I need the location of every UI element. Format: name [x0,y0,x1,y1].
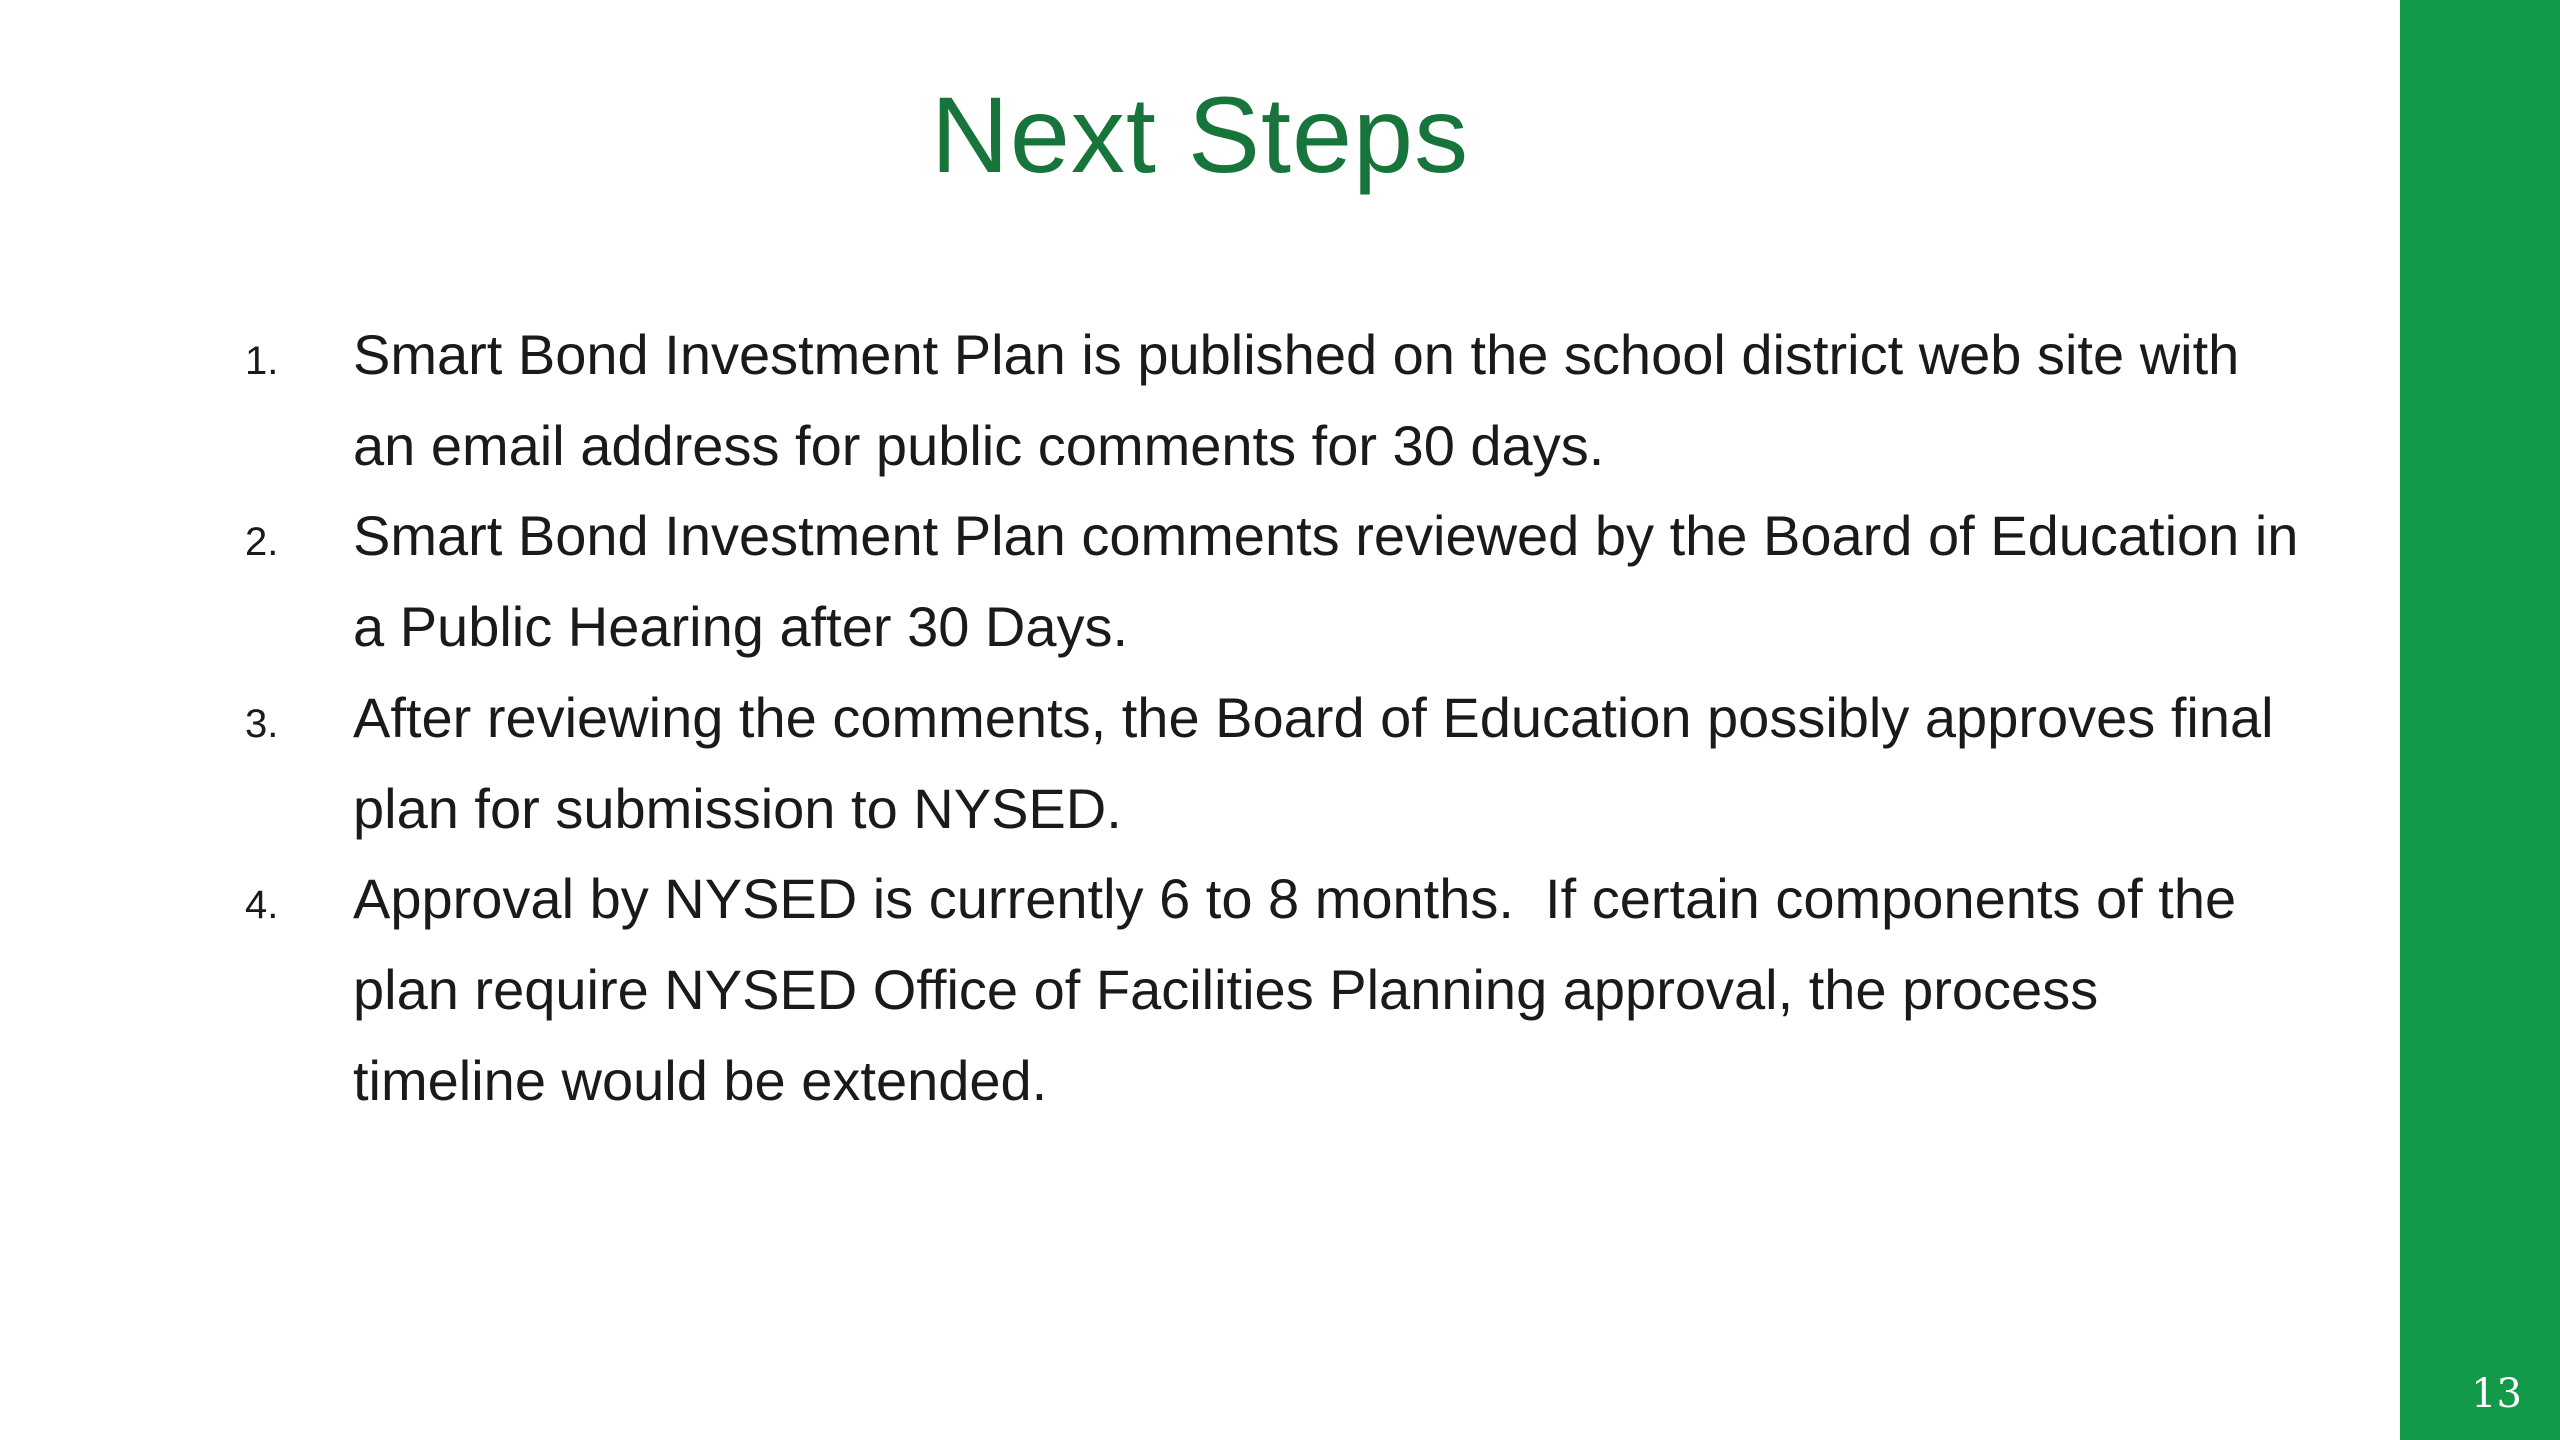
list-item [245,673,2305,854]
accent-bar [2400,0,2560,1440]
slide-title: Next Steps [930,74,1470,195]
step-number: 3. [245,701,279,746]
step-text: Smart Bond Investment Plan comments reviewed by the Board of Education in a Public Hearing after 30 Days. [353,504,2315,659]
step-number: 1. [245,339,279,383]
step-text: Approval by NYSED is currently 6 to 8 months. If certain components of the plan require NYSED Office of Facilities Planning approval, the process timeline would be extended. [353,867,2252,1112]
list-item [245,491,2315,672]
page-number: 13 [2471,1371,2522,1417]
list-item [245,854,2305,1126]
step-number: 4. [245,883,279,928]
step-number: 2. [245,520,279,565]
step-text: After reviewing the comments, the Board of Education possibly approves final plan for submission to NYSED. [353,685,2290,840]
list-item [245,310,2305,491]
steps-list [245,310,2315,1126]
step-text: Smart Bond Investment Plan is published on the school district web site with an email address for public comments for 30 days. [353,323,2255,477]
